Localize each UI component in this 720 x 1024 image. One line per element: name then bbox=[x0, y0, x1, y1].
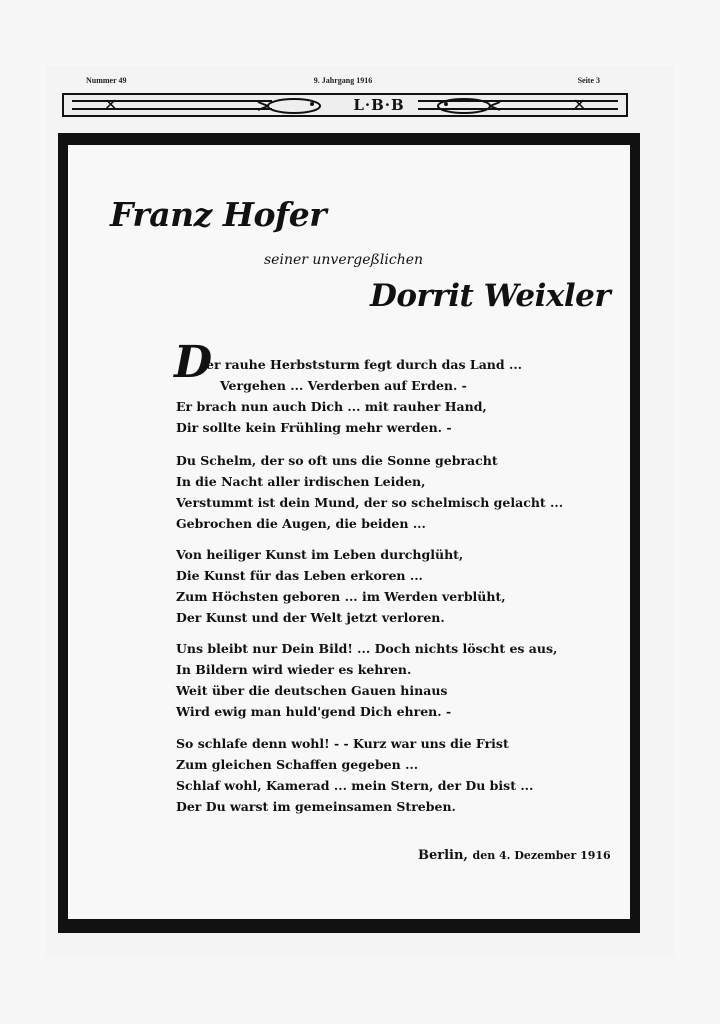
poem-line: Zum gleichen Schaffen gegeben ... bbox=[176, 757, 419, 772]
poem-line: In die Nacht aller irdischen Leiden, bbox=[176, 474, 426, 489]
poem-stanza-5 bbox=[176, 733, 533, 817]
ornament-icon: ✕ bbox=[572, 95, 586, 114]
page-number: Seite 3 bbox=[577, 76, 600, 85]
poem-line: Weit über die deutschen Gauen hinaus bbox=[176, 683, 448, 698]
drop-cap: D bbox=[174, 337, 213, 388]
poem-line: In Bildern wird wieder es kehren. bbox=[176, 662, 412, 677]
poem-line: Die Kunst für das Leben erkoren ... bbox=[176, 568, 423, 583]
poem-line: Zum Höchsten geboren ... im Werden verblüht, bbox=[176, 589, 506, 604]
poem-line: So schlafe denn wohl! - - Kurz war uns die Frist bbox=[176, 736, 509, 751]
volume-year: 9. Jahrgang 1916 bbox=[313, 76, 373, 85]
poem-stanza-1-tail bbox=[176, 396, 487, 438]
poem-line: Er brach nun auch Dich ... mit rauher Hand, bbox=[176, 399, 487, 414]
masthead-banner bbox=[62, 93, 628, 117]
poem-line: Von heiliger Kunst im Leben durchglüht, bbox=[176, 547, 464, 562]
poem-line: Der Du warst im gemeinsamen Streben. bbox=[176, 799, 456, 814]
eagle-left-icon bbox=[254, 97, 324, 115]
signature-place: Berlin, bbox=[418, 848, 468, 863]
poem-line: Du Schelm, der so oft uns die Sonne gebracht bbox=[176, 453, 498, 468]
poem-line: Uns bleibt nur Dein Bild! ... Doch nichts löscht es aus, bbox=[176, 641, 558, 656]
poem-stanza-2 bbox=[176, 450, 563, 534]
poem-stanza-1-head bbox=[206, 354, 522, 396]
poem-line: Wird ewig man huld'gend Dich ehren. - bbox=[176, 704, 452, 719]
ornament-icon: ✕ bbox=[104, 95, 118, 114]
poem-line: er rauhe Herbststurm fegt durch das Land ... bbox=[206, 357, 523, 372]
page-header bbox=[86, 76, 600, 90]
author-name: Franz Hofer bbox=[110, 195, 327, 234]
poem-line: Gebrochen die Augen, die beiden ... bbox=[176, 516, 426, 531]
dedication-subtitle: seiner unvergeßlichen bbox=[264, 252, 424, 268]
poem-line: Der Kunst und der Welt jetzt verloren. bbox=[176, 610, 445, 625]
eagle-right-icon bbox=[434, 97, 504, 115]
signature-line bbox=[418, 848, 611, 863]
recipient-name: Dorrit Weixler bbox=[370, 278, 611, 314]
poem-stanza-3 bbox=[176, 544, 506, 628]
issue-number: Nummer 49 bbox=[86, 76, 127, 85]
poem-line: Verstummt ist dein Mund, der so schelmisch gelacht ... bbox=[176, 495, 564, 510]
banner-title: L·B·B bbox=[353, 96, 405, 114]
poem-line: Schlaf wohl, Kamerad ... mein Stern, der Du bist ... bbox=[176, 778, 534, 793]
banner-rule-left bbox=[72, 100, 272, 110]
poem-stanza-4 bbox=[176, 638, 557, 722]
poem-line: Dir sollte kein Frühling mehr werden. - bbox=[176, 420, 452, 435]
signature-date: den 4. Dezember 1916 bbox=[472, 849, 611, 862]
poem-line: Vergehen ... Verderben auf Erden. - bbox=[220, 378, 467, 393]
